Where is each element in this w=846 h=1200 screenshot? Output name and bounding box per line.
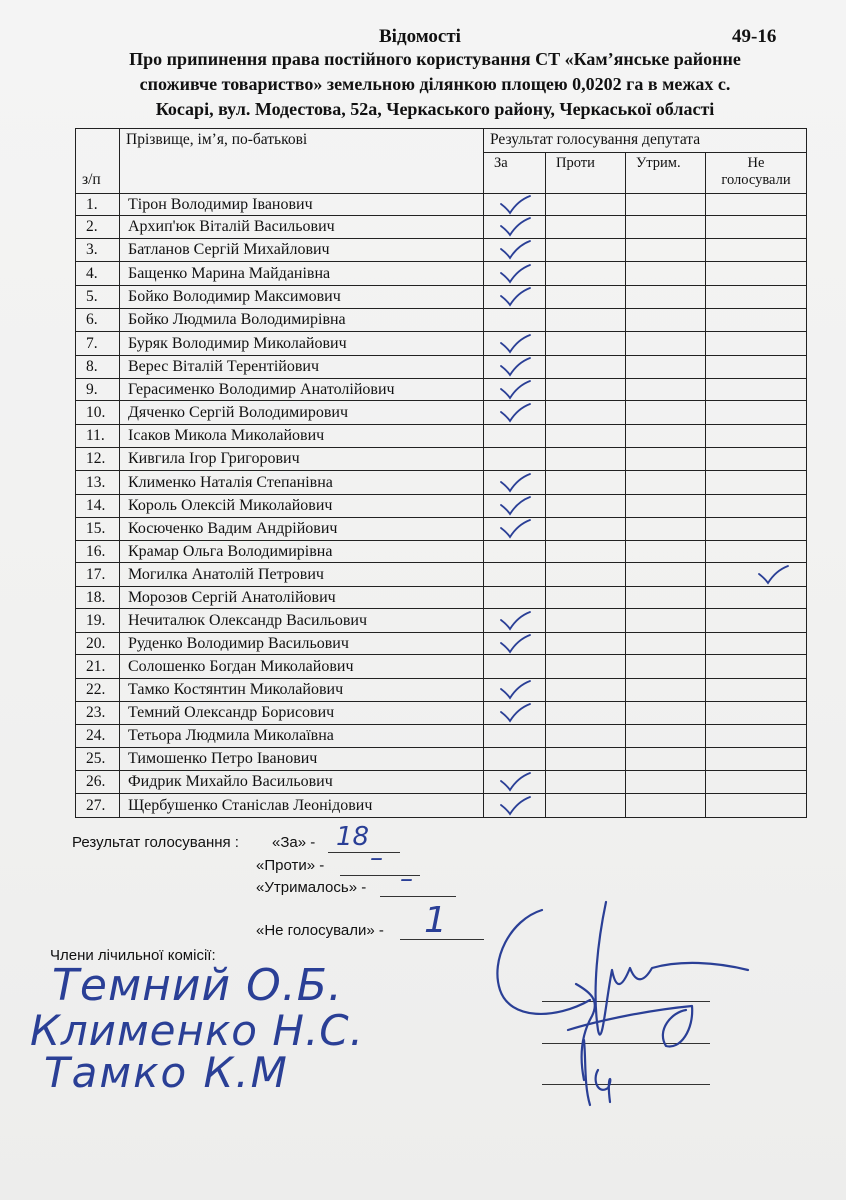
vote-cell-for	[484, 541, 546, 563]
vote-cell-not-voted	[706, 633, 807, 655]
row-name: Солошенко Богдан Миколайович	[120, 655, 484, 679]
vote-cell-for	[484, 725, 546, 748]
commission-label: Члени лічильної комісії:	[50, 947, 216, 964]
vote-cell-against	[546, 239, 626, 262]
vote-cell-abstain	[626, 518, 706, 541]
vote-cell-for	[484, 471, 546, 495]
vote-cell-against	[546, 332, 626, 356]
vote-cell-abstain	[626, 401, 706, 425]
vote-cell-not-voted	[706, 541, 807, 563]
subtitle-line: Косарі, вул. Модестова, 52а, Черкаського району, Черкаської області	[155, 99, 715, 119]
row-name: Бойко Людмила Володимирівна	[120, 309, 484, 332]
vote-cell-against	[546, 309, 626, 332]
vote-cell-abstain	[626, 609, 706, 633]
row-number: 18.	[76, 587, 120, 609]
vote-cell-abstain	[626, 286, 706, 309]
row-name: Щербушенко Станіслав Леонідович	[120, 794, 484, 818]
row-number: 26.	[76, 771, 120, 794]
row-number: 12.	[76, 448, 120, 471]
commission-member-1: Темний О.Б.	[52, 960, 343, 1011]
row-name: Буряк Володимир Миколайович	[120, 332, 484, 356]
vote-cell-abstain	[626, 425, 706, 448]
vote-cell-against	[546, 725, 626, 748]
vote-cell-for	[484, 239, 546, 262]
row-number: 21.	[76, 655, 120, 679]
results-label: Результат голосування :	[72, 834, 239, 851]
row-name: Кивгила Ігор Григорович	[120, 448, 484, 471]
vote-cell-against	[546, 471, 626, 495]
row-number: 1.	[76, 194, 120, 216]
vote-cell-against	[546, 748, 626, 771]
vote-cell-against	[546, 518, 626, 541]
table-row	[76, 332, 807, 356]
row-name: Морозов Сергій Анатолійович	[120, 587, 484, 609]
checkmark-icon	[498, 287, 532, 307]
results-not-voted-value: 1	[424, 900, 447, 941]
table-row	[76, 679, 807, 702]
vote-cell-abstain	[626, 448, 706, 471]
voting-table-body	[76, 194, 807, 818]
vote-cell-against	[546, 194, 626, 216]
results-for-label: «За» -	[272, 834, 316, 851]
header-not-voted	[706, 153, 807, 194]
row-name: Дяченко Сергій Володимирович	[120, 401, 484, 425]
vote-cell-against	[546, 495, 626, 518]
vote-cell-not-voted	[706, 563, 807, 587]
vote-cell-abstain	[626, 563, 706, 587]
table-row	[76, 541, 807, 563]
vote-cell-not-voted	[706, 309, 807, 332]
row-number: 2.	[76, 216, 120, 239]
row-number: 11.	[76, 425, 120, 448]
table-row	[76, 495, 807, 518]
vote-cell-against	[546, 425, 626, 448]
vote-cell-against	[546, 541, 626, 563]
row-number: 14.	[76, 495, 120, 518]
vote-cell-for	[484, 216, 546, 239]
commission-member-3: Тамко К.М	[44, 1048, 289, 1097]
table-row	[76, 563, 807, 587]
vote-cell-not-voted	[706, 702, 807, 725]
voting-table	[75, 128, 807, 818]
table-row	[76, 771, 807, 794]
checkmark-icon	[498, 240, 532, 260]
table-row	[76, 471, 807, 495]
subtitle-line: Про припинення права постійного користування СТ «Кам’янське районне	[129, 49, 741, 69]
vote-cell-not-voted	[706, 495, 807, 518]
vote-cell-not-voted	[706, 771, 807, 794]
row-number: 25.	[76, 748, 120, 771]
vote-cell-for	[484, 563, 546, 587]
vote-cell-not-voted	[706, 425, 807, 448]
vote-cell-abstain	[626, 655, 706, 679]
checkmark-icon	[498, 519, 532, 539]
vote-cell-not-voted	[706, 725, 807, 748]
vote-cell-abstain	[626, 679, 706, 702]
header-name: Прізвище, ім’я, по-батькові	[120, 129, 484, 194]
row-name: Тимошенко Петро Іванович	[120, 748, 484, 771]
vote-cell-for	[484, 495, 546, 518]
vote-cell-not-voted	[706, 471, 807, 495]
signature-stroke	[584, 1040, 610, 1105]
row-number: 6.	[76, 309, 120, 332]
row-name: Бойко Володимир Максимович	[120, 286, 484, 309]
checkmark-icon	[498, 496, 532, 516]
row-name: Темний Олександр Борисович	[120, 702, 484, 725]
table-row	[76, 262, 807, 286]
vote-cell-abstain	[626, 495, 706, 518]
row-number: 27.	[76, 794, 120, 818]
vote-cell-abstain	[626, 471, 706, 495]
vote-cell-not-voted	[706, 587, 807, 609]
header-number: з/п	[76, 129, 120, 194]
checkmark-icon	[756, 565, 790, 585]
row-number: 20.	[76, 633, 120, 655]
results-abstain-line	[380, 896, 456, 897]
document-title: Відомості	[379, 26, 461, 47]
row-name: Герасименко Володимир Анатолійович	[120, 379, 484, 401]
checkmark-icon	[498, 796, 532, 816]
vote-cell-against	[546, 633, 626, 655]
vote-cell-for	[484, 286, 546, 309]
row-number: 7.	[76, 332, 120, 356]
signature-stroke	[596, 902, 748, 1035]
checkmark-icon	[498, 772, 532, 792]
row-name: Тірон Володимир Іванович	[120, 194, 484, 216]
row-name: Архип'юк Віталій Васильович	[120, 216, 484, 239]
results-against-value: –	[370, 843, 383, 873]
vote-cell-against	[546, 771, 626, 794]
results-abstain-value: –	[400, 864, 413, 894]
signatures-drawing	[480, 880, 800, 1130]
vote-cell-abstain	[626, 748, 706, 771]
vote-cell-for	[484, 794, 546, 818]
checkmark-icon	[498, 403, 532, 423]
vote-cell-against	[546, 379, 626, 401]
header-for: За	[484, 153, 546, 194]
table-row	[76, 748, 807, 771]
vote-cell-not-voted	[706, 518, 807, 541]
row-number: 19.	[76, 609, 120, 633]
vote-cell-for	[484, 609, 546, 633]
table-row	[76, 356, 807, 379]
row-number: 13.	[76, 471, 120, 495]
row-number: 24.	[76, 725, 120, 748]
vote-cell-abstain	[626, 239, 706, 262]
commission-member-2: Клименко Н.С.	[30, 1006, 364, 1055]
row-name: Тамко Костянтин Миколайович	[120, 679, 484, 702]
row-number: 15.	[76, 518, 120, 541]
table-row	[76, 379, 807, 401]
row-number: 16.	[76, 541, 120, 563]
row-number: 4.	[76, 262, 120, 286]
vote-cell-abstain	[626, 725, 706, 748]
vote-cell-not-voted	[706, 609, 807, 633]
vote-cell-for	[484, 425, 546, 448]
vote-cell-against	[546, 587, 626, 609]
row-name: Батланов Сергій Михайлович	[120, 239, 484, 262]
vote-cell-not-voted	[706, 262, 807, 286]
table-row	[76, 425, 807, 448]
vote-cell-for	[484, 379, 546, 401]
row-name: Верес Віталій Терентійович	[120, 356, 484, 379]
table-row	[76, 216, 807, 239]
table-row	[76, 239, 807, 262]
vote-cell-for	[484, 309, 546, 332]
vote-cell-not-voted	[706, 655, 807, 679]
table-row	[76, 309, 807, 332]
vote-cell-against	[546, 216, 626, 239]
document-number: 49-16	[732, 26, 777, 47]
row-name: Могилка Анатолій Петрович	[120, 563, 484, 587]
vote-cell-not-voted	[706, 239, 807, 262]
vote-cell-against	[546, 794, 626, 818]
vote-cell-against	[546, 563, 626, 587]
vote-cell-not-voted	[706, 748, 807, 771]
vote-cell-abstain	[626, 262, 706, 286]
checkmark-icon	[498, 703, 532, 723]
header-abstain: Утрим.	[626, 153, 706, 194]
vote-cell-abstain	[626, 332, 706, 356]
vote-cell-against	[546, 679, 626, 702]
row-name: Фидрик Михайло Васильович	[120, 771, 484, 794]
vote-cell-against	[546, 702, 626, 725]
vote-cell-abstain	[626, 194, 706, 216]
vote-cell-for	[484, 356, 546, 379]
row-name: Тетьора Людмила Миколаївна	[120, 725, 484, 748]
row-number: 22.	[76, 679, 120, 702]
vote-cell-for	[484, 518, 546, 541]
vote-cell-not-voted	[706, 794, 807, 818]
checkmark-icon	[498, 611, 532, 631]
table-row	[76, 633, 807, 655]
table-row	[76, 518, 807, 541]
header-not-voted-line1: Не	[747, 155, 765, 171]
vote-cell-not-voted	[706, 216, 807, 239]
header-not-voted-line2: голосували	[721, 172, 791, 188]
subtitle-line: споживче товариство» земельною ділянкою площею 0,0202 га в межах с.	[139, 74, 731, 94]
vote-cell-against	[546, 262, 626, 286]
vote-cell-abstain	[626, 771, 706, 794]
vote-cell-abstain	[626, 702, 706, 725]
vote-cell-against	[546, 448, 626, 471]
vote-cell-abstain	[626, 309, 706, 332]
vote-cell-for	[484, 262, 546, 286]
results-for-value: 18	[336, 822, 370, 852]
table-row	[76, 448, 807, 471]
vote-cell-abstain	[626, 541, 706, 563]
table-row	[76, 794, 807, 818]
vote-cell-not-voted	[706, 194, 807, 216]
checkmark-icon	[498, 380, 532, 400]
vote-cell-for	[484, 587, 546, 609]
vote-cell-against	[546, 401, 626, 425]
table-row	[76, 702, 807, 725]
checkmark-icon	[498, 634, 532, 654]
signature-stroke	[497, 910, 590, 1014]
vote-cell-not-voted	[706, 286, 807, 309]
vote-cell-for	[484, 448, 546, 471]
row-name: Нечиталюк Олександр Васильович	[120, 609, 484, 633]
results-abstain-label: «Утрималось» -	[256, 879, 367, 896]
checkmark-icon	[498, 264, 532, 284]
vote-cell-against	[546, 286, 626, 309]
table-row	[76, 587, 807, 609]
row-name: Руденко Володимир Васильович	[120, 633, 484, 655]
vote-cell-abstain	[626, 587, 706, 609]
vote-cell-for	[484, 655, 546, 679]
vote-cell-not-voted	[706, 356, 807, 379]
checkmark-icon	[498, 334, 532, 354]
row-name: Крамар Ольга Володимирівна	[120, 541, 484, 563]
vote-cell-for	[484, 332, 546, 356]
vote-cell-abstain	[626, 794, 706, 818]
row-number: 9.	[76, 379, 120, 401]
table-row	[76, 725, 807, 748]
checkmark-icon	[498, 195, 532, 215]
vote-cell-for	[484, 401, 546, 425]
vote-cell-against	[546, 609, 626, 633]
row-name: Король Олексій Миколайович	[120, 495, 484, 518]
header-against: Проти	[546, 153, 626, 194]
vote-cell-for	[484, 194, 546, 216]
results-not-voted-label: «Не голосували» -	[256, 922, 384, 939]
results-against-label: «Проти» -	[256, 857, 325, 874]
row-number: 8.	[76, 356, 120, 379]
row-name: Ісаков Микола Миколайович	[120, 425, 484, 448]
vote-cell-against	[546, 356, 626, 379]
row-name: Клименко Наталія Степанівна	[120, 471, 484, 495]
checkmark-icon	[498, 357, 532, 377]
table-row	[76, 655, 807, 679]
header-result-group: Результат голосування депутата	[484, 129, 807, 153]
row-number: 3.	[76, 239, 120, 262]
vote-cell-for	[484, 633, 546, 655]
vote-cell-for	[484, 679, 546, 702]
vote-cell-for	[484, 702, 546, 725]
table-row	[76, 401, 807, 425]
vote-cell-abstain	[626, 379, 706, 401]
checkmark-icon	[498, 217, 532, 237]
vote-cell-not-voted	[706, 332, 807, 356]
row-number: 5.	[76, 286, 120, 309]
table-row	[76, 194, 807, 216]
row-name: Бащенко Марина Майданівна	[120, 262, 484, 286]
vote-cell-not-voted	[706, 379, 807, 401]
checkmark-icon	[498, 680, 532, 700]
table-row	[76, 609, 807, 633]
vote-cell-not-voted	[706, 679, 807, 702]
vote-cell-abstain	[626, 216, 706, 239]
vote-cell-against	[546, 655, 626, 679]
table-row	[76, 286, 807, 309]
vote-cell-not-voted	[706, 448, 807, 471]
row-number: 17.	[76, 563, 120, 587]
vote-cell-abstain	[626, 633, 706, 655]
row-name: Косюченко Вадим Андрійович	[120, 518, 484, 541]
vote-cell-abstain	[626, 356, 706, 379]
vote-cell-for	[484, 771, 546, 794]
row-number: 10.	[76, 401, 120, 425]
row-number: 23.	[76, 702, 120, 725]
checkmark-icon	[498, 473, 532, 493]
vote-cell-for	[484, 748, 546, 771]
vote-cell-not-voted	[706, 401, 807, 425]
results-for-line	[328, 852, 400, 853]
